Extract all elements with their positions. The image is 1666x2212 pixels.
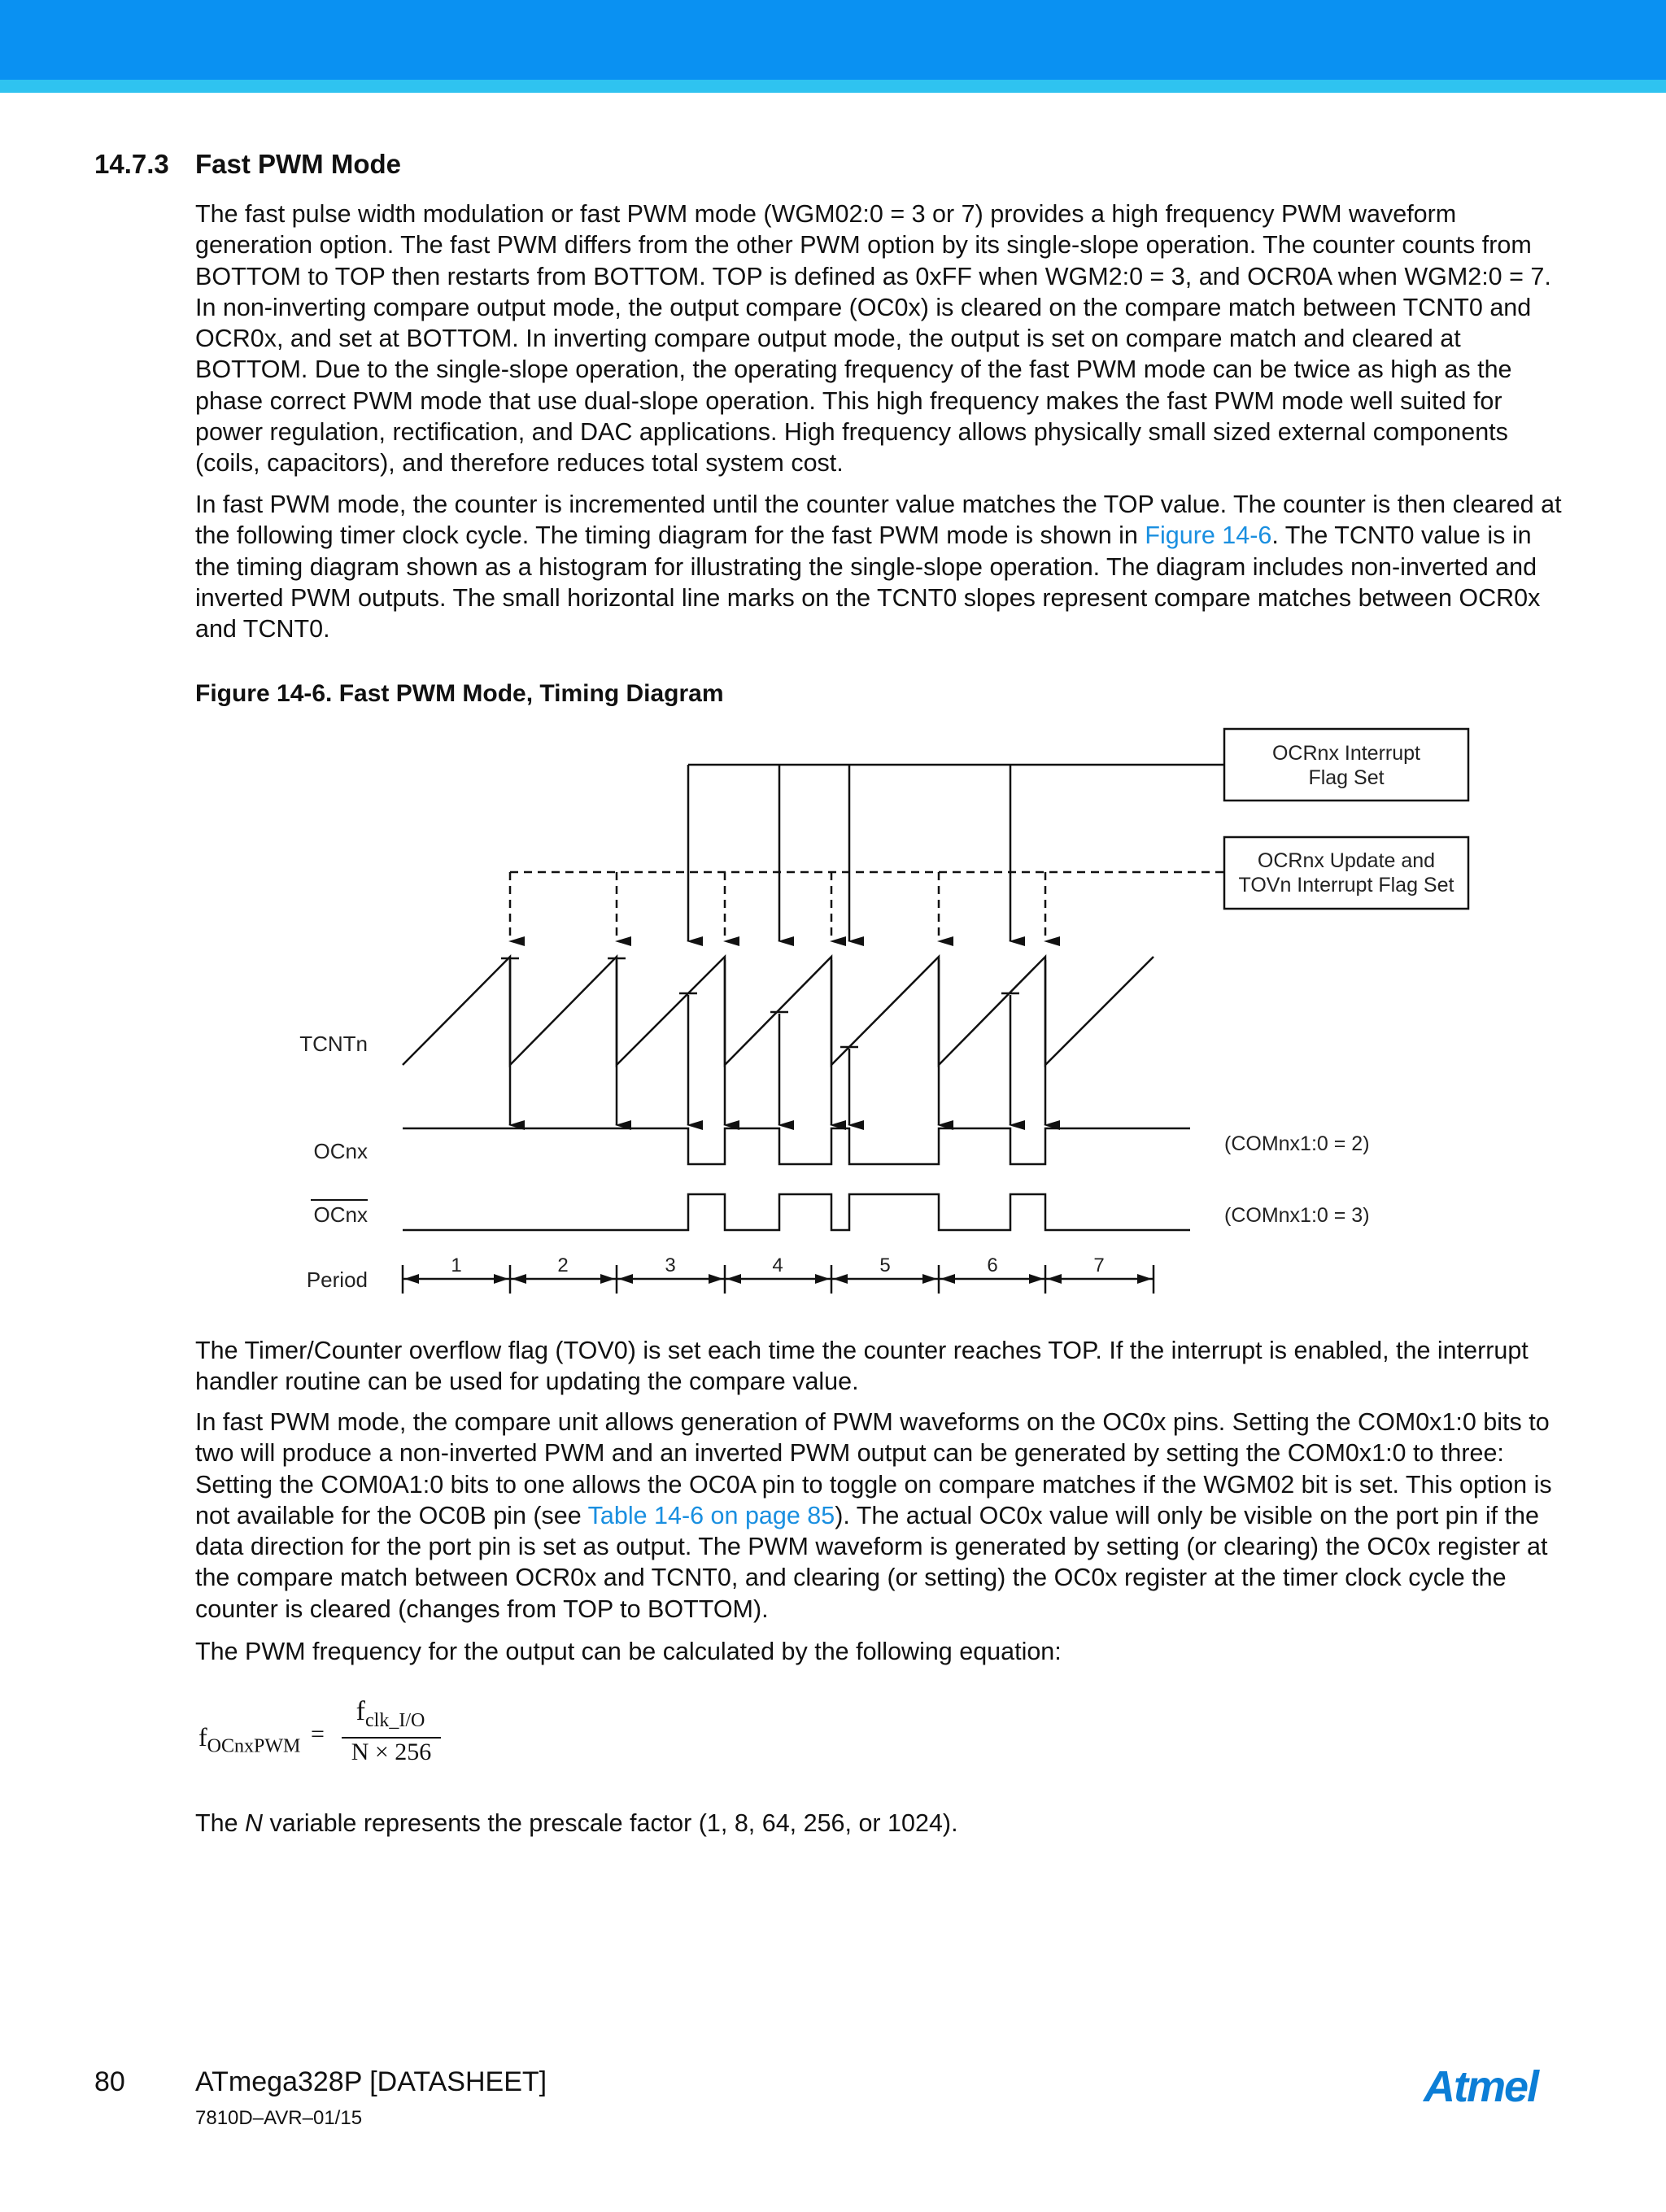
update-flag-lines xyxy=(510,872,1224,941)
paragraph-text: ). The actual OC0x value will only be visible on the port pin if the data direction for the port pin is set as output. The PWM waveform is generated by setting (or clearing) the OC0x register at the compare match between OCR0x and TCNT0, and clearing (or setting) the OC0x register at the timer clock cycle the counter is cleared (changes from TOP to BOTTOM). xyxy=(195,1501,1548,1623)
box-ocr-interrupt xyxy=(1224,729,1468,801)
paragraph-text: In fast PWM mode, the compare unit allows generation of PWM waveforms on the OC0x pins. Setting the COM0x1:0 bits to two will produce a non-inverted PWM and an inverted PWM output can be generated by setting the COM0x1:0 to three: Setting the COM0A1:0 bits to one allows the OC0A pin to toggle on compare matches if the WGM02 bit is set. This option is not available for the OC0B pin (see xyxy=(195,1408,1552,1529)
paragraph-fast-pwm-counter xyxy=(195,489,1567,644)
page-number: 80 xyxy=(94,2066,125,2097)
section-number: 14.7.3 xyxy=(94,149,169,179)
paragraph-tov-flag: The Timer/Counter overflow flag (TOV0) is set each time the counter reaches TOP. If the interrupt is enabled, the interrupt handler routine can be used for updating the compare value. xyxy=(195,1337,1529,1396)
figure-caption: Figure 14-6. Fast PWM Mode, Timing Diagram xyxy=(195,680,724,707)
paragraph-text: . The TCNT0 value is in the timing diagram shown as a histogram for illustrating the single-slope operation. The diagram includes non-inverted and inverted PWM outputs. The small horizontal line marks on the TCNT0 slopes represent compare matches between OCR0x and TCNT0. xyxy=(195,521,1541,644)
label-com3: (COMnx1:0 = 3) xyxy=(1224,1204,1370,1227)
period-label: 5 xyxy=(879,1254,891,1276)
header-stripe xyxy=(0,80,1666,93)
equation-numerator xyxy=(347,1696,434,1732)
equation-denominator: N × 256 xyxy=(351,1739,432,1765)
box2-line1: OCRnx Update and xyxy=(1257,849,1436,872)
equation-lhs xyxy=(198,1722,300,1757)
period-label: 3 xyxy=(665,1254,676,1276)
pwm-frequency-equation xyxy=(195,1696,521,1769)
period-label: 1 xyxy=(451,1254,462,1276)
period-label: 4 xyxy=(772,1254,783,1276)
variable-n: N xyxy=(245,1809,264,1837)
label-period: Period xyxy=(306,1267,368,1292)
label-ocnx-inverted: OCnx xyxy=(313,1202,368,1227)
box-ocr-update xyxy=(1224,837,1468,909)
section-title: Fast PWM Mode xyxy=(195,149,401,179)
atmel-logo: Atmel xyxy=(1424,2062,1538,2111)
document-code: 7810D–AVR–01/15 xyxy=(195,2107,363,2129)
equation-num-subscript: clk_I/O xyxy=(365,1709,425,1731)
timing-diagram xyxy=(0,716,1666,1302)
label-tcnt: TCNTn xyxy=(299,1032,368,1056)
paragraph-pwm-frequency: The PWM frequency for the output can be calculated by the following equation: xyxy=(195,1638,1062,1665)
paragraph-text: variable represents the prescale factor (1, 8, 64, 256, or 1024). xyxy=(263,1809,958,1837)
box2-line2: TOVn Interrupt Flag Set xyxy=(1238,874,1454,897)
equation-lhs-symbol: f xyxy=(198,1722,207,1752)
figure-link[interactable]: Figure 14-6 xyxy=(1145,521,1272,550)
box1-line1: OCRnx Interrupt xyxy=(1271,742,1421,765)
interrupt-flag-lines xyxy=(688,765,1224,941)
equation-lhs-subscript: OCnxPWM xyxy=(207,1735,301,1757)
table-link[interactable]: Table 14-6 on page 85 xyxy=(587,1501,835,1529)
compare-match-marks xyxy=(501,958,1019,1047)
paragraph-compare-unit xyxy=(195,1407,1567,1625)
paragraph-fast-pwm-intro: The fast pulse width modulation or fast PWM mode (WGM02:0 = 3 or 7) provides a high frequency PWM waveform generation option. The fast PWM differs from the other PWM option by its single-slope operation. The counter counts from BOTTOM to TOP then restarts from BOTTOM. TOP is defined as 0xFF when WGM2:0 = 3, and OCR0A when WGM2:0 = 7. In non-inverting compare output mode, the output compare (OC0x) is cleared on the compare match between TCNT0 and OCR0x, and set at BOTTOM. In inverting compare output mode, the output is set on compare match and cleared at BOTTOM. Due to the single-slope operation, the operating frequency of the fast PWM mode can be twice as high as the phase correct PWM mode that use dual-slope operation. This high frequency makes the fast PWM mode well suited for power regulation, rectification, and DAC applications. High frequency allows physically small sized external components (coils, capacitors), and therefore reduces total system cost. xyxy=(195,200,1551,478)
ocnx-waveform xyxy=(403,1128,1190,1164)
period-label: 6 xyxy=(987,1254,998,1276)
period-label: 7 xyxy=(1093,1254,1105,1276)
document-title: ATmega328P [DATASHEET] xyxy=(195,2066,547,2097)
paragraph-text: The xyxy=(195,1809,246,1837)
label-com2: (COMnx1:0 = 2) xyxy=(1224,1132,1370,1155)
equation-num-symbol: f xyxy=(355,1696,365,1726)
label-ocnx: OCnx xyxy=(313,1139,368,1163)
box1-line2: Flag Set xyxy=(1308,766,1385,789)
header-band xyxy=(0,0,1666,80)
period-label: 2 xyxy=(557,1254,569,1276)
tcnt-sawtooth xyxy=(403,957,1154,1065)
paragraph-text: In fast PWM mode, the counter is incremented until the counter value matches the TOP value. The counter is then cleared at the following timer clock cycle. The timing diagram for the fast PWM mode is shown in xyxy=(195,491,1562,550)
equation-equals: = xyxy=(311,1721,325,1747)
ocnx-inverted-waveform xyxy=(403,1194,1190,1230)
paragraph-prescale xyxy=(195,1808,1567,1839)
